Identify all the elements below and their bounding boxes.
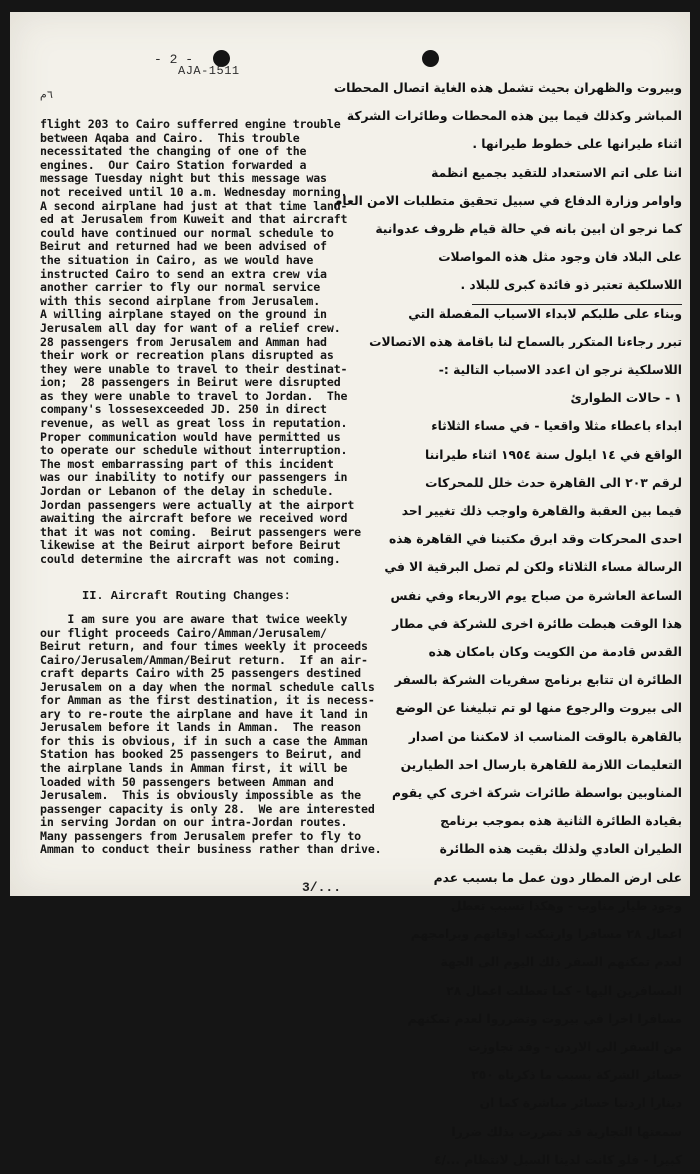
english-text-line: A second airplane had just at that time land-: [40, 198, 348, 213]
english-text-line: Beirut return, and four times weekly it proceeds: [40, 639, 368, 654]
arabic-text-line: بقيادة الطائرة الثانية هذه بموجب برنامج: [440, 814, 682, 829]
arabic-translation-column: [333, 74, 682, 1174]
english-text-line: Station has booked 25 passengers to Beirut, and: [40, 747, 362, 762]
english-text-line: 28 passengers from Jerusalem and Amman had: [40, 334, 327, 349]
continuation-marker: 3/...: [302, 880, 342, 895]
english-text-line: another carrier to fly our normal service: [40, 280, 321, 295]
arabic-text-line: خسائر الشركة بسبب ما ذكرناه ٢٥٠: [471, 1068, 682, 1083]
arabic-heading-underline: [472, 304, 682, 305]
arabic-text-line: الى بيروت والرجوع منها لو تم تبليغنا عن الوضع: [395, 701, 682, 716]
english-text-line: craft departs Cairo with 25 passengers destined: [40, 666, 362, 681]
arabic-text-line: التعليمات اللازمة للقاهرة بارسال احد الطيارين: [400, 757, 682, 772]
english-text-line: Jerusalem all day for want of a relief crew.: [40, 320, 341, 335]
section-heading: II. Aircraft Routing Changes:: [82, 589, 291, 603]
arabic-text-line: اثناء طيرانها على خطوط طيرانها .: [472, 137, 682, 152]
arabic-text-line: احدى المحركات وقد ابرق مكتبنا في القاهرة هذه: [389, 532, 682, 547]
english-text-line: awaiting the aircraft before we received word: [40, 511, 348, 526]
english-text-line: our flight proceeds Cairo/Amman/Jerusalem/: [40, 625, 327, 640]
reference-number: AJA-1511: [178, 64, 240, 78]
english-text-line: revenue, as well as great loss in reputation.: [40, 416, 348, 431]
english-text-line: engines. Our Cairo Station forwarded a: [40, 157, 307, 172]
english-text-line: the situation in Cairo, as we would have: [40, 252, 314, 267]
english-text-line: Cairo/Jerusalem/Amman/Beirut return. If an air-: [40, 652, 368, 667]
arabic-text-line: المباشر وكذلك فيما بين هذه المحطات وطائرات الشركة: [346, 109, 682, 124]
arabic-text-line: الطيران العادي ولذلك بقيت هذه الطائرة: [439, 842, 682, 857]
arabic-text-line: اننا على اتم الاستعداد للتقيد بجميع انظمة: [431, 165, 682, 180]
arabic-text-line: الساعة العاشرة من صباح يوم الاربعاء وفي نفس: [390, 588, 682, 603]
english-text-line: Proper communication would have permitted us: [40, 429, 341, 444]
english-text-line: The most embarrassing part of this incident: [40, 456, 334, 471]
arabic-text-line: تبرر رجاءنا المتكرر بالسماح لنا باقامة هذه الاتصالات: [369, 334, 682, 349]
english-text-line: company's lossesexceeded JD. 250 in direct: [40, 402, 327, 417]
english-text-line: Jordan or Lebanon of the delay in schedule.: [40, 484, 334, 499]
english-text-line: for this is obvious, if in such a case the Amman: [40, 733, 368, 748]
english-text-line: A willing airplane stayed on the ground in: [40, 307, 327, 322]
english-text-line: passenger capacity is only 28. We are interested: [40, 801, 375, 816]
english-text-line: with this second airplane from Jerusalem.: [40, 293, 321, 308]
english-text-line: Amman to conduct their business rather than drive.: [40, 842, 382, 857]
english-text-line: Jerusalem on a day when the normal schedule calls: [40, 679, 375, 694]
english-text-line: ion; 28 passengers in Beirut were disrupted: [40, 375, 341, 390]
english-text-line: was our inability to notify our passengers in: [40, 470, 348, 485]
arabic-text-line: على ارض المطار دون عمل ما بسبب عدم: [433, 870, 682, 885]
arabic-text-line: القدس قادمة من الكويت وكان بامكان هذه: [428, 645, 682, 660]
english-text-line: as they were unable to travel to Jordan. The: [40, 388, 348, 403]
arabic-text-line: الطائرة ان تتابع برنامج سفريات الشركة بالسفر: [394, 673, 682, 688]
arabic-text-line: ابداء باعطاء مثلا واقعيا - في مساء الثلاثاء: [431, 419, 682, 434]
english-text-line: message Tuesday night but this message was: [40, 171, 327, 186]
english-text-line: they were unable to travel to their destinat-: [40, 361, 348, 376]
english-text-line: Jerusalem before it lands in Amman. The reason: [40, 720, 362, 735]
english-text-line: between Aqaba and Cairo. This trouble: [40, 130, 300, 145]
english-text-line: ary to re-route the airplane and have it land in: [40, 706, 368, 721]
arabic-text-line: على البلاد فان وجود مثل هذه المواصلات: [438, 250, 682, 265]
arabic-text-line: لعدم تمكنهم السفر ذلك اليوم الى الجهة: [440, 955, 682, 970]
english-text-line: not received until 10 a.m. Wednesday morning.: [40, 184, 348, 199]
arabic-text-line: وبيروت والظهران بحيث تشمل هذه الغاية اتصال المحطات: [333, 81, 682, 95]
corner-mark: ٦م: [40, 90, 54, 102]
english-text-line: Jerusalem. This is obviously impossible as the: [40, 788, 362, 803]
english-text-line: I am sure you are aware that twice weekly: [40, 612, 348, 626]
arabic-text-line: الواقع في ١٤ ايلول سنة ١٩٥٤ اثناء طيراننا: [424, 447, 682, 462]
english-text-line: ed at Jerusalem from Kuweit and that aircraft: [40, 212, 348, 227]
english-text-line: Many passengers from Jerusalem prefer to fly to: [40, 828, 362, 843]
arabic-text-line: المناوبين بواسطة طائرات شركة اخرى كي يقوم: [392, 786, 682, 801]
english-text-line: could have continued our normal schedule to: [40, 225, 334, 240]
english-text-line: instructed Cairo to send an extra crew via: [40, 266, 327, 281]
arabic-text-line: من السفر الى الاردن - وقد تجاوزت: [468, 1039, 682, 1054]
arabic-text-line: اللاسلكية تعتبر ذو فائدة كبرى للبلاد .: [460, 278, 682, 293]
english-text-line: Beirut and returned had we been advised of: [40, 239, 327, 254]
english-text-line: to operate our schedule without interruption.: [40, 443, 348, 458]
english-text-line: the airplane lands in Amman first, it will be: [40, 761, 348, 776]
arabic-text-line: دينارا اردنيا خسائر مباشرة كما ان: [479, 1096, 682, 1111]
arabic-text-line: مسافرا اخرا في بيروت وتضرروا لعدم تمكنهم: [407, 1011, 682, 1026]
arabic-text-line: فيما بين العقبة والقاهرة واوجب ذلك تغيير احد: [401, 504, 682, 519]
arabic-text-line: ١ - حالات الطوارئ: [570, 391, 682, 406]
arabic-text-line: وجود طيار مناوب - وهكذا تسبب تعطل: [450, 898, 682, 913]
arabic-text-line: كبيرا - فلو كانت لدينا السبل لانتظام .../٤: [433, 1152, 682, 1167]
english-text-line: flight 203 to Cairo sufferred engine trouble: [40, 117, 341, 131]
arabic-text-line: واوامر وزارة الدفاع في سبيل تحقيق متطلبات الامن العام: [333, 193, 682, 208]
arabic-text-line: الرسالة مساء الثلاثاء ولكن لم تصل البرقية الا في: [384, 560, 682, 575]
document-page: [10, 12, 690, 1167]
english-text-line: could determine the aircraft was not coming.: [40, 552, 341, 566]
english-text-line: Jordan passengers were actually at the airport: [40, 497, 355, 512]
english-text-line: for Amman as the first destination, it is necess-: [40, 693, 375, 708]
english-text-line: necessitated the changing of one of the: [40, 144, 307, 159]
arabic-text-line: اللاسلكية نرجو ان اعدد الاسباب التالية :-: [438, 363, 682, 378]
english-text-line: likewise at the Beirut airport before Beirut: [40, 538, 341, 553]
arabic-text-line: هذا الوقت هبطت طائرة اخرى للشركة في مطار: [392, 616, 682, 631]
arabic-text-line: اعمال ٢٨ مسافرا وارتبكت اوقاتهم وبرامجهم: [410, 927, 682, 942]
punch-hole: [422, 50, 439, 67]
english-text-line: their work or recreation plans disrupted as: [40, 348, 334, 363]
arabic-text-line: وبناء على طلبكم لابداء الاسباب المفصلة التي: [408, 306, 682, 321]
english-text-line: that it was not coming. Beirut passengers were: [40, 524, 362, 539]
english-text-line: in serving Jordan on our intra-Jordan routes.: [40, 815, 348, 830]
arabic-text-line: بالقاهرة بالوقت المناسب اذ لامكننا من اصدار: [408, 729, 682, 744]
arabic-text-line: كما نرجو ان ابين بانه في حالة قيام ظروف عدوانية: [375, 222, 682, 237]
arabic-text-line: لرقم ٢٠٣ الى القاهرة حدث خلل للمحركات: [425, 475, 682, 490]
page-number: - 2 -: [154, 52, 194, 67]
english-text-line: loaded with 50 passengers between Amman and: [40, 774, 334, 789]
arabic-text-line: المسافرين اليها - كما تعطلت اعمال ٢٨: [446, 983, 682, 998]
arabic-text-line: سمعتها التجارية قد تضررت بذلك ضررا: [451, 1124, 682, 1139]
